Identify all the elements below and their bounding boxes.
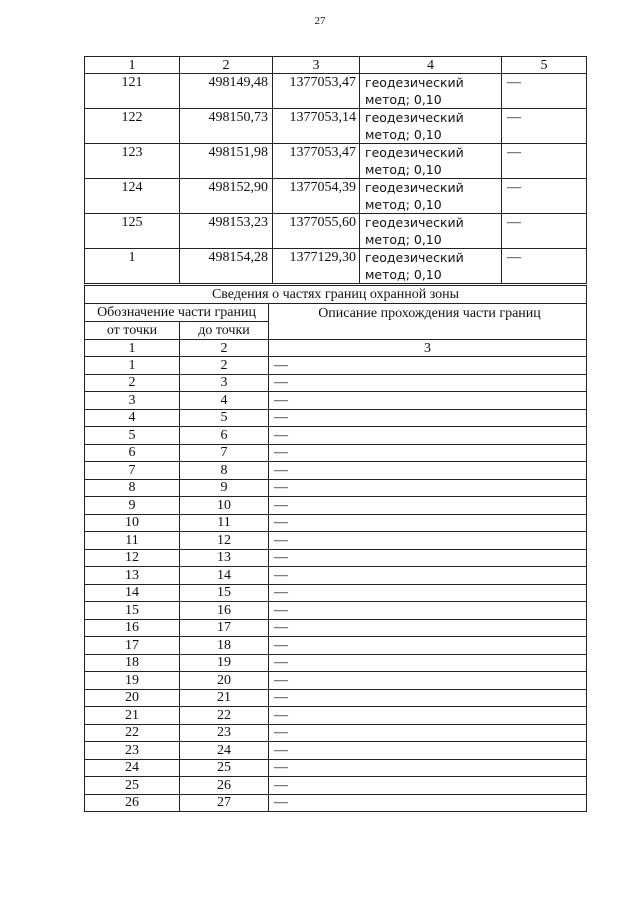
- col-index-3: 3: [273, 57, 360, 74]
- method-line-1: геодезический: [365, 180, 464, 195]
- table-row: [85, 654, 587, 672]
- table-row: [85, 707, 587, 725]
- to-point: 5: [180, 409, 269, 427]
- table-row: [85, 109, 587, 144]
- x-coordinate: 498151,98: [180, 144, 273, 179]
- description-dash: —: [269, 637, 587, 655]
- to-point: 6: [180, 427, 269, 445]
- col-index-4: 4: [360, 57, 502, 74]
- point-number: 121: [85, 74, 180, 109]
- from-point: 2: [85, 374, 180, 392]
- description-dash: —: [269, 514, 587, 532]
- to-point: 25: [180, 759, 269, 777]
- table-row: [85, 567, 587, 585]
- from-point: 1: [85, 357, 180, 375]
- to-point: 13: [180, 549, 269, 567]
- table-row: [85, 584, 587, 602]
- from-point: 16: [85, 619, 180, 637]
- from-point: 23: [85, 742, 180, 760]
- point-number: 125: [85, 214, 180, 249]
- description-dash: —: [269, 532, 587, 550]
- to-point: 2: [180, 357, 269, 375]
- method-line-1: геодезический: [365, 145, 464, 160]
- description-header: Описание прохождения части границ: [269, 304, 587, 340]
- table-row: [85, 74, 587, 109]
- to-point: 7: [180, 444, 269, 462]
- table-row: [85, 479, 587, 497]
- table-row: [85, 497, 587, 515]
- index-cell-3: 3: [269, 340, 587, 357]
- description-dash: —: [269, 619, 587, 637]
- table-row: [85, 214, 587, 249]
- table-row: [85, 689, 587, 707]
- group-header-row: [85, 304, 587, 322]
- table-row: [85, 532, 587, 550]
- note-dash: —: [502, 249, 587, 284]
- method-line-1: геодезический: [365, 110, 464, 125]
- boundary-designation-header: Обозначение части границ: [85, 304, 269, 322]
- y-coordinate: 1377129,30: [273, 249, 360, 284]
- x-coordinate: 498152,90: [180, 179, 273, 214]
- x-coordinate: 498154,28: [180, 249, 273, 284]
- description-dash: —: [269, 444, 587, 462]
- to-point: 27: [180, 794, 269, 812]
- y-coordinate: 1377053,47: [273, 144, 360, 179]
- description-dash: —: [269, 742, 587, 760]
- table-row: [85, 374, 587, 392]
- note-dash: —: [502, 109, 587, 144]
- description-dash: —: [269, 374, 587, 392]
- description-dash: —: [269, 584, 587, 602]
- table-row: [85, 462, 587, 480]
- table-row: [85, 777, 587, 795]
- table-row: [85, 672, 587, 690]
- boundary-parts-table: [84, 285, 587, 812]
- table-row: [85, 619, 587, 637]
- description-dash: —: [269, 759, 587, 777]
- to-point: 11: [180, 514, 269, 532]
- page-number: 27: [314, 15, 326, 27]
- table-row: [85, 724, 587, 742]
- coordinates-table: [84, 56, 587, 284]
- to-point: 17: [180, 619, 269, 637]
- table-row: [85, 144, 587, 179]
- to-point: 3: [180, 374, 269, 392]
- table-row: [85, 444, 587, 462]
- note-dash: —: [502, 179, 587, 214]
- from-point: 24: [85, 759, 180, 777]
- method-accuracy: [360, 109, 502, 144]
- table-row: [85, 179, 587, 214]
- x-coordinate: 498153,23: [180, 214, 273, 249]
- to-point: 19: [180, 654, 269, 672]
- to-point: 22: [180, 707, 269, 725]
- y-coordinate: 1377054,39: [273, 179, 360, 214]
- from-point: 21: [85, 707, 180, 725]
- note-dash: —: [502, 214, 587, 249]
- description-dash: —: [269, 497, 587, 515]
- to-point: 18: [180, 637, 269, 655]
- table-row: [85, 794, 587, 812]
- description-dash: —: [269, 479, 587, 497]
- point-number: 1: [85, 249, 180, 284]
- to-point: 24: [180, 742, 269, 760]
- description-dash: —: [269, 392, 587, 410]
- to-point: 10: [180, 497, 269, 515]
- description-dash: —: [269, 567, 587, 585]
- method-line-2: метод; 0,10: [365, 267, 442, 282]
- to-point: 16: [180, 602, 269, 620]
- from-point: 4: [85, 409, 180, 427]
- y-coordinate: 1377055,60: [273, 214, 360, 249]
- method-line-1: геодезический: [365, 215, 464, 230]
- method-accuracy: [360, 249, 502, 284]
- note-dash: —: [502, 74, 587, 109]
- to-point: 26: [180, 777, 269, 795]
- from-point: 3: [85, 392, 180, 410]
- from-point: 10: [85, 514, 180, 532]
- index-row: [85, 340, 587, 357]
- description-dash: —: [269, 689, 587, 707]
- to-point: 21: [180, 689, 269, 707]
- description-dash: —: [269, 357, 587, 375]
- method-line-1: геодезический: [365, 75, 464, 90]
- from-point: 18: [85, 654, 180, 672]
- note-dash: —: [502, 144, 587, 179]
- description-dash: —: [269, 409, 587, 427]
- table-row: [85, 427, 587, 445]
- from-point-header: от точки: [85, 322, 180, 340]
- table-row: [85, 742, 587, 760]
- to-point: 12: [180, 532, 269, 550]
- from-point: 8: [85, 479, 180, 497]
- table-row: [85, 602, 587, 620]
- method-line-2: метод; 0,10: [365, 92, 442, 107]
- to-point: 4: [180, 392, 269, 410]
- table-row: [85, 249, 587, 284]
- method-accuracy: [360, 179, 502, 214]
- from-point: 6: [85, 444, 180, 462]
- from-point: 19: [85, 672, 180, 690]
- col-index-1: 1: [85, 57, 180, 74]
- table-row: [85, 392, 587, 410]
- x-coordinate: 498149,48: [180, 74, 273, 109]
- from-point: 20: [85, 689, 180, 707]
- from-point: 11: [85, 532, 180, 550]
- from-point: 26: [85, 794, 180, 812]
- col-index-2: 2: [180, 57, 273, 74]
- from-point: 5: [85, 427, 180, 445]
- from-point: 15: [85, 602, 180, 620]
- description-dash: —: [269, 549, 587, 567]
- index-cell-2: 2: [180, 340, 269, 357]
- description-dash: —: [269, 427, 587, 445]
- from-point: 17: [85, 637, 180, 655]
- index-cell-1: 1: [85, 340, 180, 357]
- method-line-2: метод; 0,10: [365, 162, 442, 177]
- description-dash: —: [269, 672, 587, 690]
- method-accuracy: [360, 74, 502, 109]
- to-point: 23: [180, 724, 269, 742]
- method-accuracy: [360, 214, 502, 249]
- description-dash: —: [269, 602, 587, 620]
- method-accuracy: [360, 144, 502, 179]
- table-row: [85, 549, 587, 567]
- description-dash: —: [269, 777, 587, 795]
- table-row: [85, 357, 587, 375]
- description-dash: —: [269, 462, 587, 480]
- description-dash: —: [269, 707, 587, 725]
- y-coordinate: 1377053,14: [273, 109, 360, 144]
- to-point: 14: [180, 567, 269, 585]
- to-point: 20: [180, 672, 269, 690]
- x-coordinate: 498150,73: [180, 109, 273, 144]
- from-point: 13: [85, 567, 180, 585]
- from-point: 14: [85, 584, 180, 602]
- point-number: 124: [85, 179, 180, 214]
- column-index-row: [85, 57, 587, 74]
- point-number: 123: [85, 144, 180, 179]
- method-line-2: метод; 0,10: [365, 197, 442, 212]
- table-row: [85, 637, 587, 655]
- from-point: 22: [85, 724, 180, 742]
- to-point: 9: [180, 479, 269, 497]
- description-dash: —: [269, 794, 587, 812]
- from-point: 7: [85, 462, 180, 480]
- to-point: 15: [180, 584, 269, 602]
- method-line-1: геодезический: [365, 250, 464, 265]
- to-point: 8: [180, 462, 269, 480]
- table-row: [85, 514, 587, 532]
- description-dash: —: [269, 724, 587, 742]
- table-row: [85, 409, 587, 427]
- method-line-2: метод; 0,10: [365, 232, 442, 247]
- from-point: 9: [85, 497, 180, 515]
- description-dash: —: [269, 654, 587, 672]
- table-row: [85, 759, 587, 777]
- y-coordinate: 1377053,47: [273, 74, 360, 109]
- from-point: 12: [85, 549, 180, 567]
- method-line-2: метод; 0,10: [365, 127, 442, 142]
- from-point: 25: [85, 777, 180, 795]
- point-number: 122: [85, 109, 180, 144]
- table-title: Сведения о частях границ охранной зоны: [85, 286, 587, 304]
- table-title-row: [85, 286, 587, 304]
- col-index-5: 5: [502, 57, 587, 74]
- to-point-header: до точки: [180, 322, 269, 340]
